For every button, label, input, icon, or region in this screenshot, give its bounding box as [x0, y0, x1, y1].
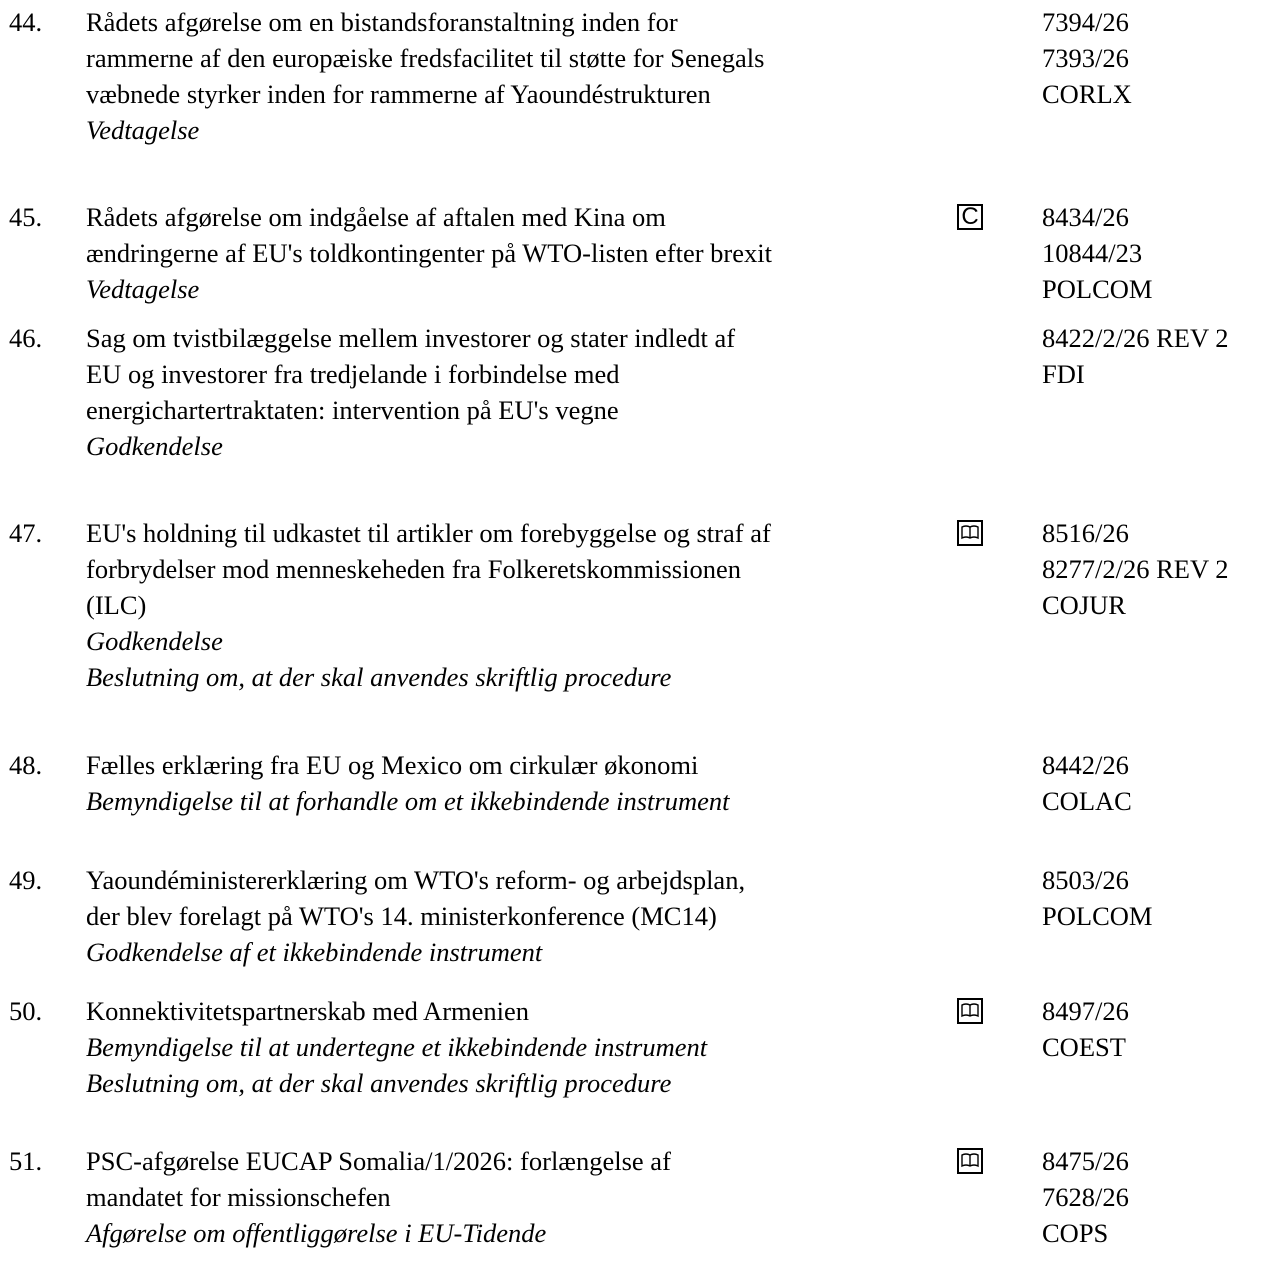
- item-title-line: Sag om tvistbilæggelse mellem investorer og stater indledt af: [86, 323, 736, 353]
- reference-code: 7393/26: [1042, 43, 1129, 73]
- item-number: 45.: [9, 202, 43, 232]
- reference-code: FDI: [1042, 359, 1085, 389]
- item-title-line: ændringerne af EU's toldkontingenter på WTO-listen efter brexit: [86, 238, 772, 268]
- c-marker-icon: C: [957, 204, 983, 230]
- reference-code: COLAC: [1042, 786, 1132, 816]
- reference-code: 10844/23: [1042, 238, 1143, 268]
- item-action: Godkendelse af et ikkebindende instrument: [86, 937, 543, 967]
- reference-code: 8516/26: [1042, 518, 1129, 548]
- item-title-line: (ILC): [86, 590, 147, 620]
- reference-code: 8277/2/26 REV 2: [1042, 554, 1229, 584]
- item-description: [86, 515, 946, 695]
- book-icon: [957, 998, 983, 1024]
- item-description: [86, 862, 946, 970]
- item-title-line: der blev forelagt på WTO's 14. ministerkonference (MC14): [86, 901, 717, 931]
- book-icon-shape: [961, 1003, 979, 1019]
- reference-code: 8475/26: [1042, 1146, 1129, 1176]
- reference-code: COPS: [1042, 1218, 1109, 1248]
- item-title-line: energichartertraktaten: intervention på EU's vegne: [86, 395, 619, 425]
- reference-code: POLCOM: [1042, 274, 1153, 304]
- reference-code: 8503/26: [1042, 865, 1129, 895]
- item-number: 47.: [9, 518, 43, 548]
- item-number: 49.: [9, 865, 43, 895]
- item-number: 51.: [9, 1146, 43, 1176]
- item-description: [86, 747, 946, 819]
- item-references: [1042, 747, 1132, 819]
- item-description: [86, 993, 946, 1101]
- item-action: Afgørelse om offentliggørelse i EU-Tidende: [86, 1218, 547, 1248]
- reference-code: 8434/26: [1042, 202, 1129, 232]
- item-references: [1042, 320, 1229, 392]
- reference-code: 8442/26: [1042, 750, 1129, 780]
- item-action: Beslutning om, at der skal anvendes skriftlig procedure: [86, 1068, 672, 1098]
- reference-code: 8497/26: [1042, 996, 1129, 1026]
- item-references: [1042, 1143, 1129, 1251]
- item-title-line: væbnede styrker inden for rammerne af Yaoundéstrukturen: [86, 79, 711, 109]
- item-title-line: mandatet for missionschefen: [86, 1182, 391, 1212]
- book-icon: [957, 520, 983, 546]
- item-action: Godkendelse: [86, 626, 223, 656]
- item-title-line: Rådets afgørelse om en bistandsforanstaltning inden for: [86, 7, 678, 37]
- item-action: Beslutning om, at der skal anvendes skriftlig procedure: [86, 662, 672, 692]
- item-title-line: Fælles erklæring fra EU og Mexico om cirkulær økonomi: [86, 750, 699, 780]
- item-title-line: Konnektivitetspartnerskab med Armenien: [86, 996, 530, 1026]
- item-number: 48.: [9, 750, 43, 780]
- item-title-line: EU og investorer fra tredjelande i forbindelse med: [86, 359, 620, 389]
- reference-code: CORLX: [1042, 79, 1132, 109]
- item-action: Vedtagelse: [86, 115, 200, 145]
- item-description: [86, 4, 946, 148]
- item-description: [86, 1143, 946, 1251]
- reference-code: 7394/26: [1042, 7, 1129, 37]
- reference-code: COEST: [1042, 1032, 1126, 1062]
- item-title-line: PSC-afgørelse EUCAP Somalia/1/2026: forlængelse af: [86, 1146, 671, 1176]
- item-title-line: Rådets afgørelse om indgåelse af aftalen med Kina om: [86, 202, 666, 232]
- reference-code: COJUR: [1042, 590, 1126, 620]
- reference-code: POLCOM: [1042, 901, 1153, 931]
- item-number: 50.: [9, 996, 43, 1026]
- item-title-line: EU's holdning til udkastet til artikler om forebyggelse og straf af: [86, 518, 771, 548]
- book-icon-shape: [961, 525, 979, 541]
- item-number: 44.: [9, 7, 43, 37]
- item-title-line: forbrydelser mod menneskeheden fra Folkeretskommissionen: [86, 554, 741, 584]
- item-references: [1042, 199, 1152, 307]
- item-action: Bemyndigelse til at forhandle om et ikkebindende instrument: [86, 786, 730, 816]
- item-references: [1042, 993, 1129, 1065]
- item-references: [1042, 515, 1229, 623]
- book-icon-shape: [961, 1153, 979, 1169]
- item-action: Vedtagelse: [86, 274, 200, 304]
- item-number: 46.: [9, 323, 43, 353]
- book-icon: [957, 1148, 983, 1174]
- item-references: [1042, 4, 1132, 112]
- reference-code: 8422/2/26 REV 2: [1042, 323, 1229, 353]
- item-references: [1042, 862, 1152, 934]
- item-description: [86, 320, 946, 464]
- item-description: [86, 199, 946, 307]
- item-title-line: Yaoundéministererklæring om WTO's reform- og arbejdsplan,: [86, 865, 746, 895]
- item-action: Bemyndigelse til at undertegne et ikkebindende instrument: [86, 1032, 708, 1062]
- reference-code: 7628/26: [1042, 1182, 1129, 1212]
- item-action: Godkendelse: [86, 431, 223, 461]
- item-title-line: rammerne af den europæiske fredsfacilitet til støtte for Senegals: [86, 43, 765, 73]
